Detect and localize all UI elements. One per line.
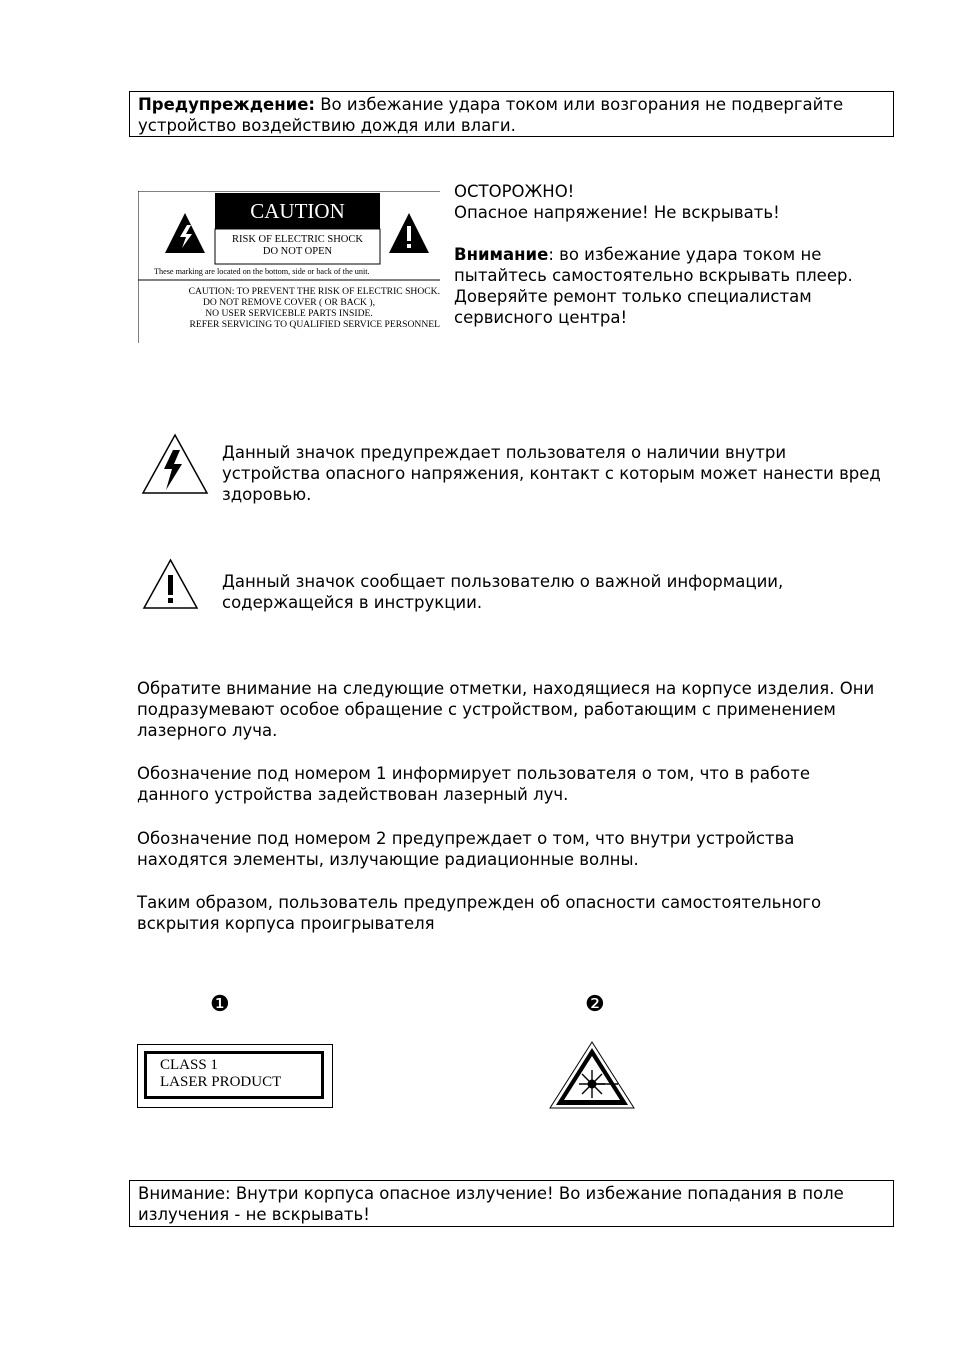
laser-class-line2: LASER PRODUCT: [160, 1074, 282, 1090]
top-warning-label: Предупреждение:: [138, 95, 315, 114]
caution-text: [454, 181, 884, 328]
exclamation-note: Данный значок сообщает пользователю о важной информации, содержащейся в инструкции.: [222, 572, 784, 612]
laser-class-label: [137, 1044, 333, 1108]
caution-risk-line2: DO NOT OPEN: [262, 246, 333, 257]
lightning-triangle-icon: [140, 432, 210, 496]
caution-attention-text: : во избежание удара током не пытайтесь самостоятельно вскрывать плеер. Доверяйте ремонт только специалистам сервисного центра!: [454, 245, 853, 327]
caution-line3: NO USER SERVICEBLE PARTS INSIDE.: [205, 308, 373, 319]
laser-class-line1: CLASS 1: [160, 1057, 218, 1073]
caution-title: CAUTION: [250, 199, 345, 223]
caution-line2: DO NOT REMOVE COVER ( OR BACK ),: [203, 297, 375, 308]
exclamation-triangle-icon: [142, 558, 199, 610]
caution-attention-label: Внимание: [454, 245, 549, 264]
paragraph-2: Обозначение под номером 1 информирует пользователя о том, что в работе данного устройства задействован лазерный луч.: [137, 764, 810, 804]
top-warning-box: [129, 91, 894, 137]
paragraph-1: Обратите внимание на следующие отметки, находящиеся на корпусе изделия. Они подразумевают особое обращение с устройством, работающим с применением лазерного луча.: [137, 679, 875, 740]
marker-two: ❷: [585, 992, 605, 1017]
paragraph-4: Таким образом, пользователь предупрежден об опасности самостоятельного вскрытия корпуса проигрывателя: [137, 893, 822, 933]
caution-line4: REFER SERVICING TO QUALIFIED SERVICE PERSONNEL: [189, 319, 440, 330]
laser-radiation-icon: [548, 1040, 636, 1110]
lightning-note: Данный значок предупреждает пользователя о наличии внутри устройства опасного напряжения, контакт с которым может нанести вред здоровью.: [222, 443, 881, 504]
caution-text-line2: Опасное напряжение! Не вскрывать!: [454, 203, 780, 222]
marker-one: ❶: [210, 992, 230, 1017]
paragraph-3: Обозначение под номером 2 предупреждает о том, что внутри устройства находятся элементы, излучающие радиационные волны.: [137, 829, 795, 869]
caution-line1: CAUTION: TO PREVENT THE RISK OF ELECTRIC SHOCK.: [188, 286, 440, 297]
caution-attention: [454, 244, 884, 328]
bottom-warning-box: Внимание: Внутри корпуса опасное излучение! Во избежание попадания в поле излучения - не вскрывать!: [129, 1180, 894, 1227]
caution-text-line1: ОСТОРОЖНО!: [454, 182, 575, 201]
caution-label: [138, 191, 440, 343]
top-warning-text: Во избежание удара током или возгорания не подвергайте устройство воздействию дождя или влаги.: [138, 95, 844, 135]
caution-marking-note: These marking are located on the bottom, side or back of the unit.: [154, 267, 370, 276]
caution-risk-line1: RISK OF ELECTRIC SHOCK: [232, 234, 363, 245]
